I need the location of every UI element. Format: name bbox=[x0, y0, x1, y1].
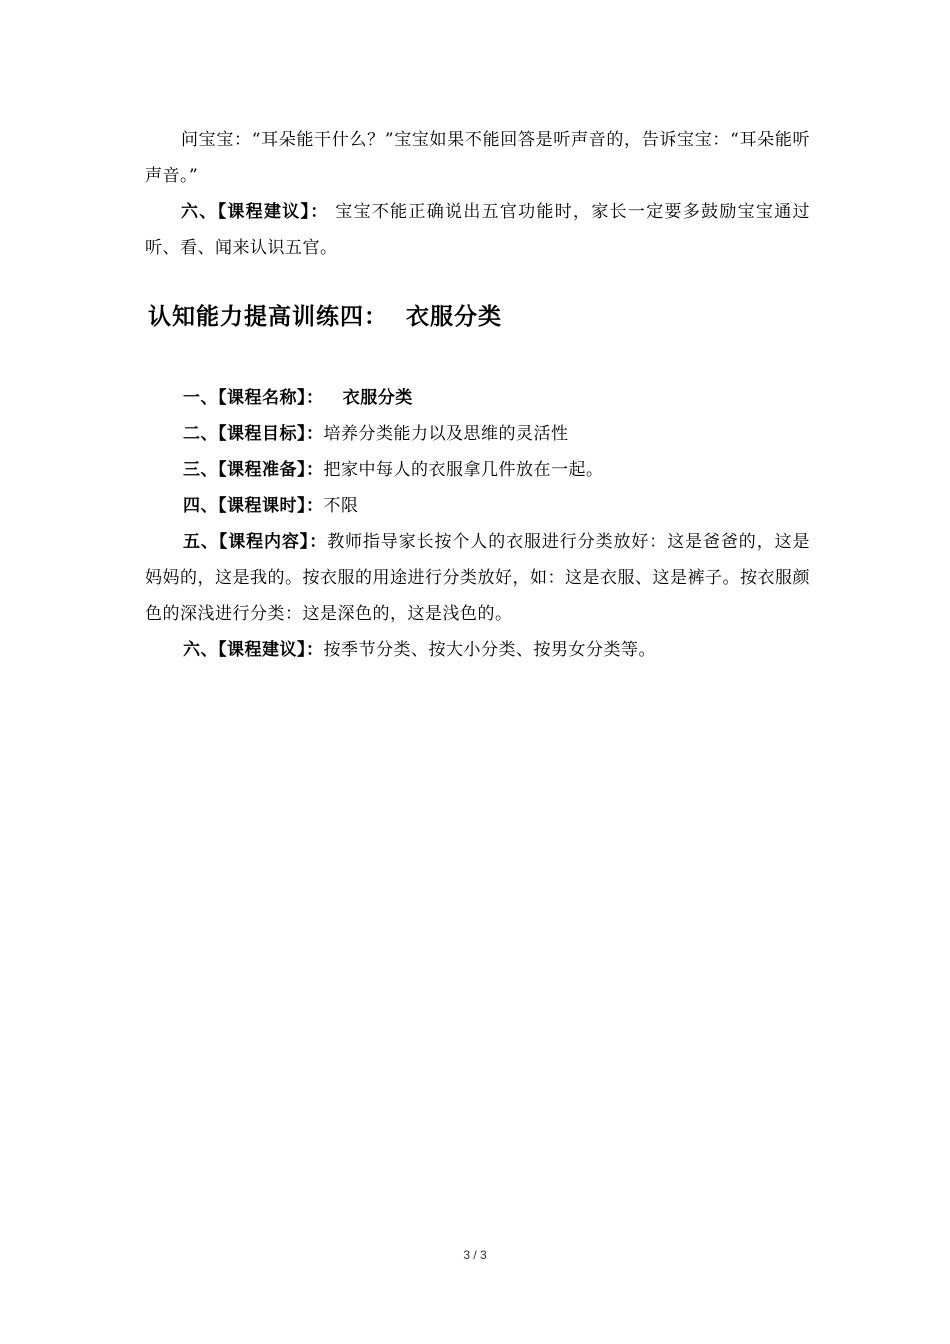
intro-text: 问宝宝：“耳朵能干什么？”宝宝如果不能回答是听声音的，告诉宝宝：“耳朵能听声音。” bbox=[145, 130, 810, 186]
page-number: 3 / 3 bbox=[463, 1248, 487, 1262]
course-suggestion-value: 按季节分类、按大小分类、按男女分类等。 bbox=[323, 640, 656, 660]
intro-suggestion-text: 宝宝不能正确说出五官功能时，家长一定要多鼓励宝宝通过听、看、闻来认识五官。 bbox=[145, 202, 811, 258]
intro-suggestion bbox=[145, 194, 810, 266]
course-goal-value: 培养分类能力以及思维的灵活性 bbox=[323, 424, 569, 444]
intro-suggestion-label: 六、【课程建议】： bbox=[181, 202, 329, 222]
course-prep-label: 三、【课程准备】： bbox=[183, 460, 324, 480]
intro-paragraph bbox=[145, 122, 810, 194]
course-prep-value: 把家中每人的衣服拿几件放在一起。 bbox=[323, 460, 604, 480]
course-content-value: 教师指导家长按个人的衣服进行分类放好：这是爸爸的，这是妈妈的，这是我的。按衣服的用途进行分类放好，如：这是衣服、这是裤子。按衣服颜色的深浅进行分类：这是深色的，这是浅色的。 bbox=[145, 532, 811, 624]
course-hours-item bbox=[145, 488, 810, 524]
course-goal-item bbox=[145, 416, 810, 452]
course-suggestion-item bbox=[145, 632, 810, 668]
course-content-item bbox=[145, 524, 810, 632]
course-name-value: 衣服分类 bbox=[323, 388, 413, 408]
course-name-item bbox=[145, 380, 810, 416]
section-title: 认知能力提高训练四： 衣服分类 bbox=[148, 304, 503, 330]
course-content-label: 五、【课程内容】： bbox=[183, 532, 328, 552]
course-hours-label: 四、【课程课时】： bbox=[183, 496, 324, 516]
course-suggestion-label: 六、【课程建议】： bbox=[183, 640, 324, 660]
course-hours-value: 不限 bbox=[323, 496, 359, 516]
course-goal-label: 二、【课程目标】： bbox=[183, 424, 324, 444]
course-prep-item bbox=[145, 452, 810, 488]
course-name-label: 一、【课程名称】： bbox=[183, 388, 324, 408]
